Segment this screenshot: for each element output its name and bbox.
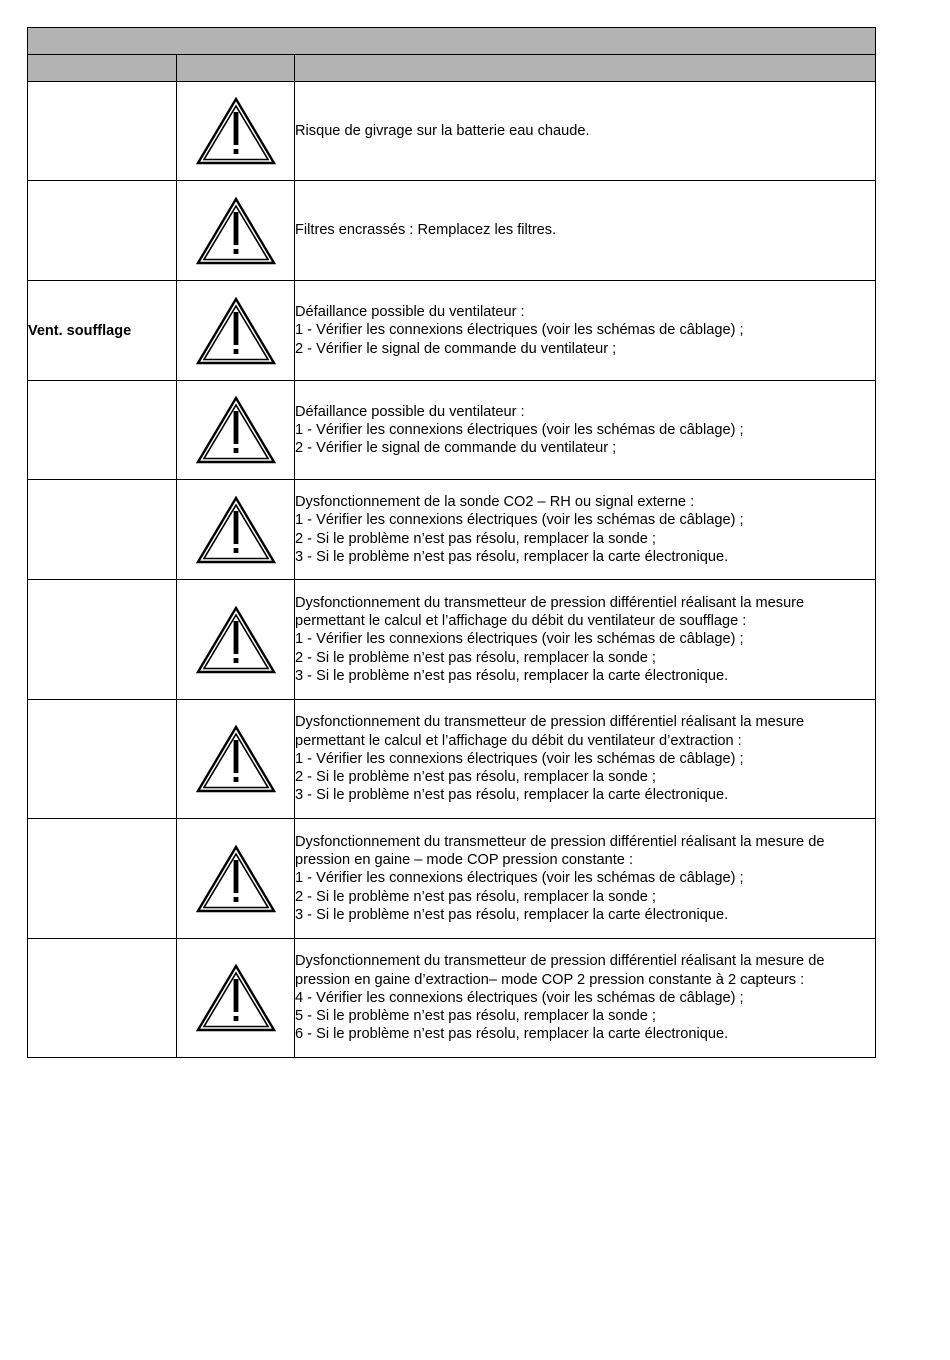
alarm-icon-cell <box>177 580 295 700</box>
alarm-description <box>295 82 876 181</box>
description-line: 2 - Vérifier le signal de commande du ventilateur ; <box>295 440 617 457</box>
header-description <box>295 55 876 82</box>
description-line: permettant le calcul et l’affichage du débit du ventilateur d’extraction : <box>295 732 742 749</box>
description-line: permettant le calcul et l’affichage du débit du ventilateur de soufflage : <box>295 613 747 630</box>
alarm-description <box>295 480 876 580</box>
warning-triangle-icon <box>196 496 276 564</box>
description-line: 1 - Vérifier les connexions électriques (voir les schémas de câblage) ; <box>295 421 744 438</box>
description-line: Filtres encrassés : Remplacez les filtres. <box>295 222 557 239</box>
warning-triangle-icon <box>196 845 276 913</box>
header-code <box>28 55 177 82</box>
alarm-table <box>27 27 876 1058</box>
alarm-code <box>28 939 177 1058</box>
alarm-icon-cell <box>177 82 295 181</box>
description-line: 1 - Vérifier les connexions électriques (voir les schémas de câblage) ; <box>295 322 744 339</box>
description-line: 2 - Vérifier le signal de commande du ventilateur ; <box>295 340 617 357</box>
description-line: 1 - Vérifier les connexions électriques (voir les schémas de câblage) ; <box>295 870 744 887</box>
description-line: 3 - Si le problème n’est pas résolu, remplacer la carte électronique. <box>295 787 729 804</box>
warning-triangle-icon <box>196 297 276 365</box>
description-line: pression en gaine d’extraction– mode COP 2 pression constante à 2 capteurs : <box>295 971 805 988</box>
warning-triangle-icon <box>196 97 276 165</box>
alarm-description <box>295 381 876 480</box>
table-row <box>28 580 876 700</box>
table-title-row <box>28 28 876 55</box>
alarm-description <box>295 580 876 700</box>
alarm-icon-cell <box>177 281 295 381</box>
table-row <box>28 819 876 939</box>
table-row <box>28 381 876 480</box>
description-line: 4 - Vérifier les connexions électriques (voir les schémas de câblage) ; <box>295 989 744 1006</box>
description-line: Dysfonctionnement du transmetteur de pression différentiel réalisant la mesure <box>295 594 805 611</box>
alarm-code <box>28 181 177 281</box>
description-line: 1 - Vérifier les connexions électriques (voir les schémas de câblage) ; <box>295 631 744 648</box>
alarm-description <box>295 281 876 381</box>
description-line: 2 - Si le problème n’est pas résolu, remplacer la sonde ; <box>295 769 656 786</box>
warning-triangle-icon <box>196 725 276 793</box>
description-line: Défaillance possible du ventilateur : <box>295 304 525 321</box>
warning-triangle-icon <box>196 606 276 674</box>
alarm-code <box>28 82 177 181</box>
header-icon <box>177 55 295 82</box>
description-line: Dysfonctionnement du transmetteur de pression différentiel réalisant la mesure de <box>295 833 825 850</box>
alarm-description <box>295 819 876 939</box>
warning-triangle-icon <box>196 396 276 464</box>
table-row <box>28 939 876 1058</box>
description-line: Risque de givrage sur la batterie eau chaude. <box>295 122 590 139</box>
alarm-icon-cell <box>177 819 295 939</box>
table-row <box>28 82 876 181</box>
alarm-description <box>295 181 876 281</box>
warning-triangle-icon <box>196 964 276 1032</box>
warning-triangle-icon <box>196 197 276 265</box>
description-line: pression en gaine – mode COP pression constante : <box>295 852 634 869</box>
table-row <box>28 281 876 381</box>
alarm-description <box>295 939 876 1058</box>
description-line: 1 - Vérifier les connexions électriques (voir les schémas de câblage) ; <box>295 512 744 529</box>
alarm-code <box>28 819 177 939</box>
table-header-row <box>28 55 876 82</box>
table-row <box>28 700 876 819</box>
alarm-code <box>28 580 177 700</box>
description-line: 2 - Si le problème n’est pas résolu, remplacer la sonde ; <box>295 649 656 666</box>
description-line: 3 - Si le problème n’est pas résolu, remplacer la carte électronique. <box>295 667 729 684</box>
alarm-code: Vent. soufflage <box>28 281 177 381</box>
alarm-description <box>295 700 876 819</box>
description-line: 3 - Si le problème n’est pas résolu, remplacer la carte électronique. <box>295 906 729 923</box>
alarm-code <box>28 480 177 580</box>
alarm-icon-cell <box>177 700 295 819</box>
description-line: 1 - Vérifier les connexions électriques (voir les schémas de câblage) ; <box>295 750 744 767</box>
alarm-code <box>28 700 177 819</box>
description-line: Dysfonctionnement du transmetteur de pression différentiel réalisant la mesure de <box>295 953 825 970</box>
table-row <box>28 480 876 580</box>
description-line: 5 - Si le problème n’est pas résolu, remplacer la sonde ; <box>295 1008 656 1025</box>
description-line: Défaillance possible du ventilateur : <box>295 403 525 420</box>
alarm-icon-cell <box>177 939 295 1058</box>
description-line: 2 - Si le problème n’est pas résolu, remplacer la sonde ; <box>295 888 656 905</box>
description-line: 2 - Si le problème n’est pas résolu, remplacer la sonde ; <box>295 530 656 547</box>
description-line: Dysfonctionnement du transmetteur de pression différentiel réalisant la mesure <box>295 714 805 731</box>
table-title <box>28 28 876 55</box>
alarm-icon-cell <box>177 381 295 480</box>
description-line: 6 - Si le problème n’est pas résolu, remplacer la carte électronique. <box>295 1026 729 1043</box>
description-line: 3 - Si le problème n’est pas résolu, remplacer la carte électronique. <box>295 548 729 565</box>
table-row <box>28 181 876 281</box>
alarm-icon-cell <box>177 181 295 281</box>
alarm-icon-cell <box>177 480 295 580</box>
description-line: Dysfonctionnement de la sonde CO2 – RH ou signal externe : <box>295 493 695 510</box>
alarm-code <box>28 381 177 480</box>
